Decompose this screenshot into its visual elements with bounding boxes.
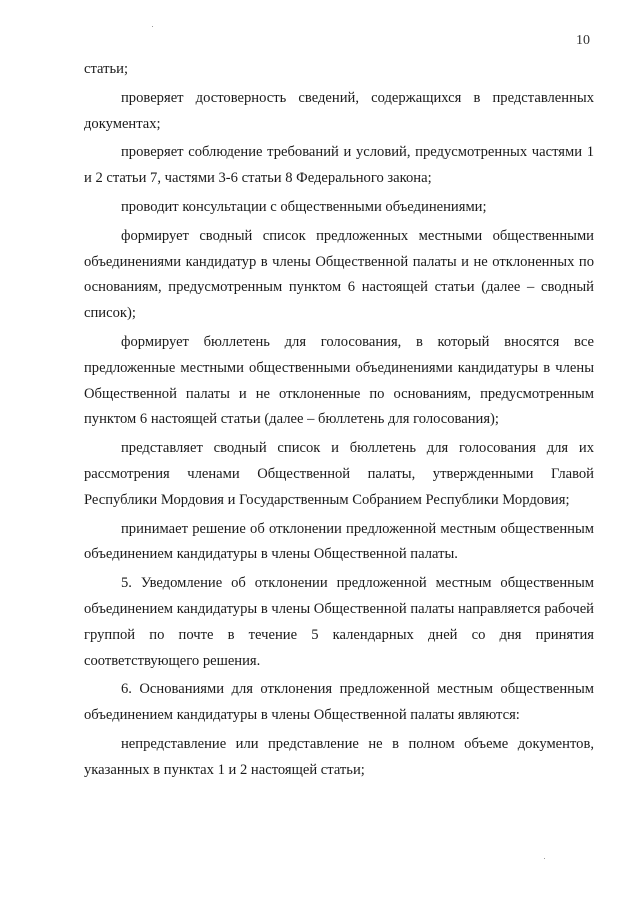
scan-speck [152,26,153,27]
paragraph: проверяет соблюдение требований и условий, предусмотренных частями 1 и 2 статьи 7, частями 3-6 статьи 8 Федерального закона; [84,144,594,187]
page-number: 10 [576,33,590,48]
paragraph: представляет сводный список и бюллетень для голосования для их рассмотрения членами Общественной палаты, утвержденными Главой Республики Мордовия и Государственным Собранием Республики Мордовия; [84,440,594,508]
paragraph: формирует сводный список предложенных местными общественными объединениями кандидатур в члены Общественной палаты и не отклоненных по основаниям, предусмотренным пунктом 6 настоящей статьи (далее – сводный список); [84,227,594,322]
paragraph: 6. Основаниями для отклонения предложенной местным общественным объединением кандидатуры в члены Общественной палаты являются: [84,681,594,724]
paragraph: 5. Уведомление об отклонении предложенной местным общественным объединением кандидатуры в члены Общественной палаты направляется рабочей группой по почте в течение 5 календарных дней со дня принятия соответствующего решения. [84,575,594,669]
scan-speck [544,858,545,859]
paragraph: статьи; [84,61,129,77]
paragraph: формирует бюллетень для голосования, в который вносятся все предложенные местными общественными объединениями кандидатуры в члены Общественной палаты и не отклоненные по основаниям, предусмотренным пунктом 6 настоящей статьи (далее – бюллетень для голосования); [84,333,594,428]
document-body [84,57,594,787]
paragraph: непредставление или представление не в полном объеме документов, указанных в пунктах 1 и 2 настоящей статьи; [84,735,594,778]
paragraph: проверяет достоверность сведений, содержащихся в представленных документах; [84,89,594,132]
paragraph: проводит консультации с общественными объединениями; [121,198,487,215]
paragraph: принимает решение об отклонении предложенной местным общественным объединением кандидатуры в члены Общественной палаты. [84,520,594,563]
